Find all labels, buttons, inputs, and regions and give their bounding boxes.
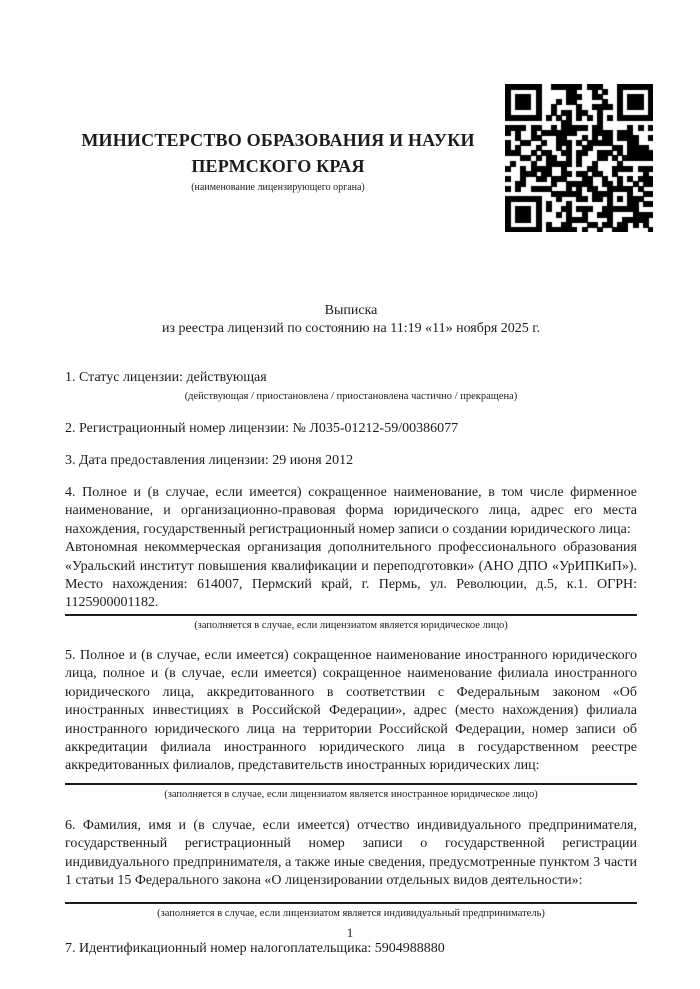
authority-caption: (наименование лицензирующего органа): [191, 182, 365, 193]
license-item-4: [65, 484, 637, 632]
item-4-text: Автономная некоммерческая организация дополнительного профессионального образования «Уральский институт повышения квалификации и переподготовки» (АНО ДПО «УрИПКиП»). Место нахождения: 614007, Пермский край, г. Пермь, ул. Революции, д.5, к.1. ОГРН: 1125900001182.: [65, 540, 637, 611]
license-items: [65, 369, 637, 959]
authority-name-line1: МИНИСТЕРСТВО ОБРАЗОВАНИЯ И НАУКИ: [81, 130, 475, 150]
item-4-fill-line-caption: (заполняется в случае, если лицензиатом является юридическое лицо): [65, 614, 637, 632]
page-number: 1: [346, 925, 354, 940]
license-item-3: [65, 452, 637, 470]
title-line1: Выписка: [324, 303, 378, 318]
item-2-text: 2. Регистрационный номер лицензии: № Л035-01212-59/00386077: [65, 421, 459, 437]
license-item-6: [65, 817, 637, 921]
item-5-fill-line-caption: (заполняется в случае, если лицензиатом является иностранное юридическое лицо): [65, 783, 637, 801]
item-3-text: 3. Дата предоставления лицензии: 29 июня 2012: [65, 452, 354, 468]
license-item-7: [65, 940, 637, 958]
license-item-5: [65, 647, 637, 801]
license-item-2: [65, 420, 637, 438]
item-6-text: 6. Фамилия, имя и (в случае, если имеется) отчество индивидуального предпринимателя, государственный регистрационный номер записи о государственной регистрации индивидуального предпринимателя, а также иные сведения, предусмотренные пунктом 3 части 1 статьи 15 Федерального закона «О лицензировании отдельных видов деятельности»:: [65, 817, 637, 888]
qr-code-icon: [505, 84, 653, 232]
licensing-authority-header: [64, 127, 492, 194]
title-line2: из реестра лицензий по состоянию на 11:19 «11» ноября 2025 г.: [162, 321, 540, 337]
license-item-1: [65, 369, 637, 403]
document-body: [65, 302, 637, 959]
item-7-text: 7. Идентификационный номер налогоплательщика: 5904988880: [65, 941, 445, 957]
item-4-text: 4. Полное и (в случае, если имеется) сокращенное наименование, в том числе фирменное наименование, и организационно-правовая форма юридического лица, адрес его места нахождения, государственный регистрационный номер записи о создании юридического лица:: [65, 485, 637, 537]
authority-name-line2: ПЕРМСКОГО КРАЯ: [191, 156, 365, 176]
item-1-text: 1. Статус лицензии: действующая: [65, 369, 267, 385]
document-title: [65, 302, 637, 339]
item-1-caption: (действующая / приостановлена / приостановлена частично / прекращена): [184, 391, 518, 403]
item-6-fill-line-caption: (заполняется в случае, если лицензиатом является индивидуальный предприниматель): [65, 902, 637, 920]
item-5-text: 5. Полное и (в случае, если имеется) сокращенное наименование иностранного юридического лица, полное и (в случае, если имеется) сокращенное наименование филиала иностранного юридического лица, аккредитованного в соответствии с Федеральным законом «Об иностранных инвестициях в Российской Федерации», адрес (место нахождения) филиала иностранного юридического лица на территории Российской Федерации, номер записи об аккредитации филиала иностранного юридического лица в государственном реестре аккредитованных филиалов, представительств иностранных юридических лиц:: [65, 647, 637, 774]
